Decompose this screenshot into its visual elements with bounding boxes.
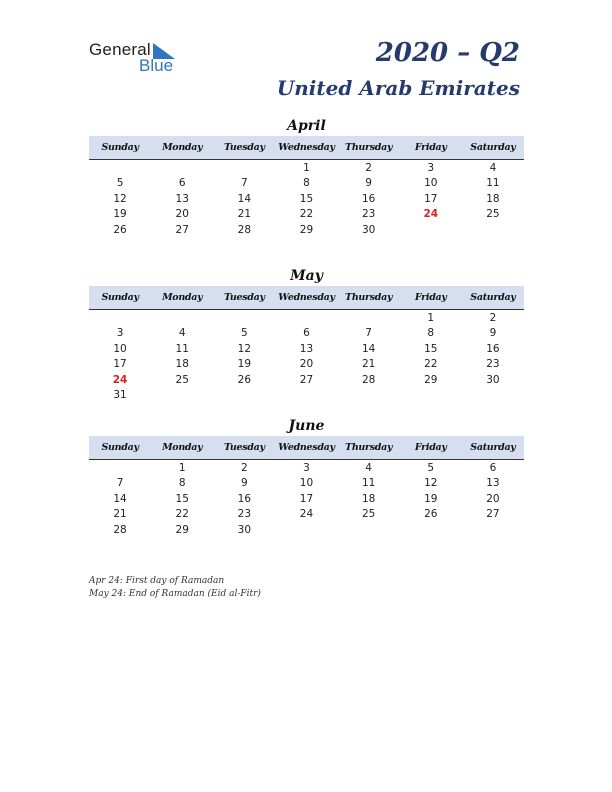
weekday-header: Thursday [345, 292, 393, 303]
week-row [89, 160, 524, 176]
day-cell: 10 [113, 342, 127, 355]
day-cell: 4 [489, 161, 497, 174]
day-cell: 14 [113, 492, 127, 505]
day-cell: 1 [178, 461, 186, 474]
day-cell: 11 [486, 177, 500, 190]
day-cell: 5 [427, 461, 435, 474]
day-cell: 9 [365, 177, 372, 190]
day-cell: 28 [237, 223, 252, 236]
weekday-header: Saturday [470, 292, 516, 303]
day-cell: 6 [489, 461, 497, 474]
weekday-header: Thursday [345, 442, 393, 453]
weekday-header: Saturday [470, 442, 516, 453]
weekday-header: Wednesday [278, 292, 335, 303]
day-cell: 12 [113, 192, 127, 205]
month-june [89, 416, 524, 538]
week-row [89, 310, 524, 326]
weekday-header: Sunday [101, 442, 139, 453]
day-cell: 29 [175, 523, 189, 536]
day-cell: 13 [486, 477, 500, 490]
weekday-header: Tuesday [223, 292, 265, 303]
week-row [89, 176, 524, 192]
day-cell: 6 [178, 177, 186, 190]
day-cell: 25 [175, 373, 189, 386]
page-title: 2020 – Q2 [375, 38, 520, 68]
day-cell: 30 [237, 523, 252, 536]
weekday-header: Monday [162, 292, 203, 303]
day-cell: 2 [241, 461, 248, 474]
day-cell: 18 [175, 358, 189, 371]
day-cell: 15 [299, 192, 314, 205]
day-cell: 21 [361, 358, 376, 371]
holiday-notes [89, 575, 261, 601]
day-cell: 29 [424, 373, 438, 386]
day-cell: 26 [237, 373, 252, 386]
day-cell: 7 [365, 327, 372, 340]
day-cell: 15 [424, 342, 438, 355]
day-cell: 5 [241, 327, 248, 340]
day-cell: 13 [299, 342, 314, 355]
weekday-header-row [89, 286, 524, 310]
weekday-header: Monday [162, 442, 203, 453]
day-cell: 16 [361, 192, 376, 205]
day-cell: 20 [486, 492, 500, 505]
day-cell: 16 [237, 492, 252, 505]
month-may [89, 266, 524, 403]
week-row [89, 388, 524, 404]
week-row [89, 491, 524, 507]
day-cell: 11 [361, 477, 376, 490]
day-cell: 19 [237, 358, 252, 371]
week-row [89, 207, 524, 223]
weekday-header: Tuesday [223, 142, 265, 153]
day-cell: 19 [113, 208, 127, 221]
day-cell: 12 [424, 477, 438, 490]
day-cell: 22 [175, 508, 189, 521]
weekday-header: Sunday [101, 142, 139, 153]
week-row [89, 372, 524, 388]
day-cell: 3 [427, 161, 435, 174]
day-cell: 6 [303, 327, 310, 340]
day-cell: 23 [486, 358, 500, 371]
weekday-header: Thursday [345, 142, 393, 153]
weekday-header-row [89, 136, 524, 160]
weekday-header-row [89, 436, 524, 460]
day-cell: 21 [237, 208, 252, 221]
day-cell: 28 [361, 373, 376, 386]
weekday-header: Friday [414, 142, 447, 153]
day-cell: 26 [424, 508, 438, 521]
day-cell: 25 [486, 208, 500, 221]
week-row [89, 222, 524, 238]
day-cell: 26 [113, 223, 127, 236]
month-april [89, 116, 524, 238]
day-cell: 11 [175, 342, 189, 355]
day-cell: 7 [116, 477, 124, 490]
day-cell: 22 [424, 358, 438, 371]
weekday-header: Wednesday [278, 142, 335, 153]
day-cell: 10 [299, 477, 314, 490]
week-row [89, 507, 524, 523]
day-cell: 20 [299, 358, 314, 371]
generalblue-logo [89, 40, 189, 76]
week-row [89, 341, 524, 357]
day-cell: 21 [113, 508, 127, 521]
weekday-header: Friday [414, 442, 447, 453]
day-cell: 31 [113, 389, 127, 402]
day-cell: 27 [175, 223, 189, 236]
day-cell: 2 [365, 161, 372, 174]
day-cell: 24 [423, 208, 439, 221]
day-cell: 18 [486, 192, 500, 205]
day-cell: 27 [299, 373, 314, 386]
month-name: April [287, 118, 326, 134]
day-cell: 30 [361, 223, 376, 236]
day-cell: 8 [303, 177, 310, 190]
holiday-note: May 24: End of Ramadan (Eid al-Fitr) [89, 589, 261, 599]
day-cell: 15 [175, 492, 189, 505]
day-cell: 23 [361, 208, 376, 221]
day-cell: 23 [237, 508, 252, 521]
week-row [89, 476, 524, 492]
week-row [89, 191, 524, 207]
day-cell: 5 [116, 177, 124, 190]
day-cell: 2 [489, 311, 497, 324]
day-cell: 9 [241, 477, 248, 490]
page-subtitle: United Arab Emirates [276, 76, 520, 100]
day-cell: 18 [361, 492, 376, 505]
day-cell: 14 [237, 192, 252, 205]
day-cell: 8 [427, 327, 435, 340]
weekday-header: Sunday [101, 292, 139, 303]
day-cell: 25 [361, 508, 376, 521]
month-name: June [288, 418, 325, 434]
weekday-header: Wednesday [278, 442, 335, 453]
weekday-header: Monday [162, 142, 203, 153]
day-cell: 3 [303, 461, 310, 474]
day-cell: 27 [486, 508, 500, 521]
day-cell: 14 [361, 342, 376, 355]
logo-text-general: General [89, 40, 151, 59]
day-cell: 8 [178, 477, 186, 490]
weekday-header: Friday [414, 292, 447, 303]
day-cell: 13 [175, 192, 189, 205]
day-cell: 9 [489, 327, 497, 340]
week-row [89, 357, 524, 373]
day-cell: 28 [113, 523, 127, 536]
week-row [89, 326, 524, 342]
week-row [89, 460, 524, 476]
weekday-header: Tuesday [223, 442, 265, 453]
day-cell: 17 [113, 358, 127, 371]
day-cell: 20 [175, 208, 189, 221]
month-name: May [290, 268, 323, 284]
day-cell: 12 [237, 342, 252, 355]
holiday-note: Apr 24: First day of Ramadan [89, 576, 225, 586]
day-cell: 29 [299, 223, 314, 236]
day-cell: 10 [424, 177, 438, 190]
day-cell: 30 [486, 373, 500, 386]
day-cell: 17 [424, 192, 438, 205]
logo-text-blue: Blue [139, 56, 174, 75]
day-cell: 17 [299, 492, 314, 505]
day-cell: 19 [424, 492, 438, 505]
week-row [89, 522, 524, 538]
day-cell: 1 [303, 161, 310, 174]
day-cell: 24 [112, 373, 128, 386]
weekday-header: Saturday [470, 142, 516, 153]
day-cell: 1 [427, 311, 435, 324]
day-cell: 16 [486, 342, 500, 355]
day-cell: 24 [299, 508, 314, 521]
day-cell: 4 [365, 461, 372, 474]
day-cell: 4 [178, 327, 186, 340]
day-cell: 22 [299, 208, 314, 221]
day-cell: 3 [116, 327, 124, 340]
day-cell: 7 [241, 177, 248, 190]
